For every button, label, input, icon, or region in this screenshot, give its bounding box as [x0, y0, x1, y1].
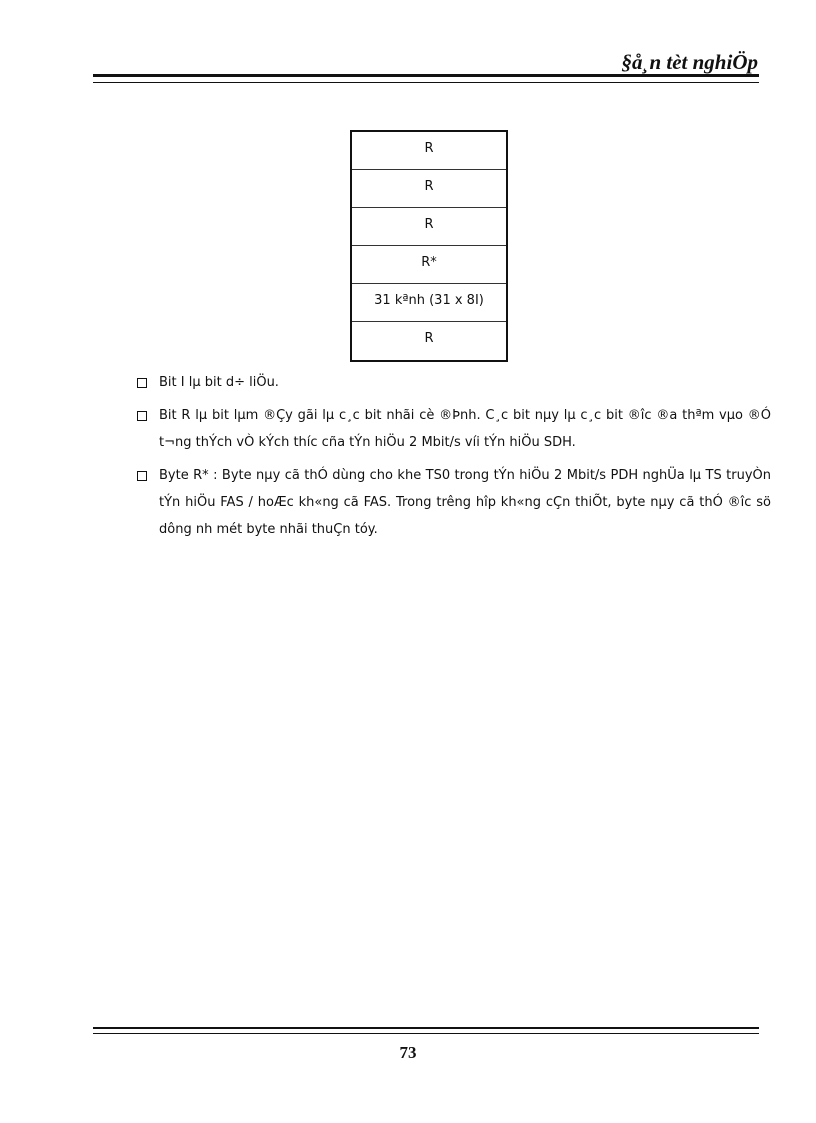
- bullet-text: Bit R lµ bit lµm ®Çy gãi lµ c¸c bit nhãi cè ®Þnh. C¸c bit nµy lµ c¸c bit ®îc ®a thªm vµo ®Ó t¬ng thÝch vÒ kÝch thíc cña tÝn hiÖu 2 Mbit/s víi tÝn hiÖu SDH.: [159, 408, 771, 450]
- table-row: R: [352, 132, 506, 170]
- bullet-text: Bit I lµ bit d÷ liÖu.: [159, 375, 279, 390]
- page-header-title: §å¸n tèt nghiÖp: [621, 50, 758, 74]
- table-row: 31 kªnh (31 x 8I): [352, 284, 506, 322]
- frame-structure-table: [350, 130, 508, 362]
- body-bullet-list: [137, 369, 771, 549]
- table-row: R: [424, 331, 434, 346]
- list-item: [137, 462, 771, 543]
- header-double-rule: [93, 74, 759, 83]
- bullet-text: Byte R* : Byte nµy cã thÓ dùng cho khe TS0 trong tÝn hiÖu 2 Mbit/s PDH nghÜa lµ TS truyÒn tÝn hiÖu FAS / hoÆc kh«ng cã FAS. Trong trêng hîp kh«ng cÇn thiÕt, byte nµy cã thÓ ®îc sö dông nh mét byte nhãi thuÇn tóy.: [159, 468, 771, 537]
- table-row: R: [352, 170, 506, 208]
- table-row: R*: [352, 246, 506, 284]
- square-bullet-icon: [137, 471, 147, 481]
- square-bullet-icon: [137, 378, 147, 388]
- footer-double-rule: [93, 1027, 759, 1034]
- list-item: [137, 369, 771, 396]
- page-number: 73: [399, 1043, 417, 1062]
- square-bullet-icon: [137, 411, 147, 421]
- list-item: [137, 402, 771, 456]
- table-row: R: [352, 208, 506, 246]
